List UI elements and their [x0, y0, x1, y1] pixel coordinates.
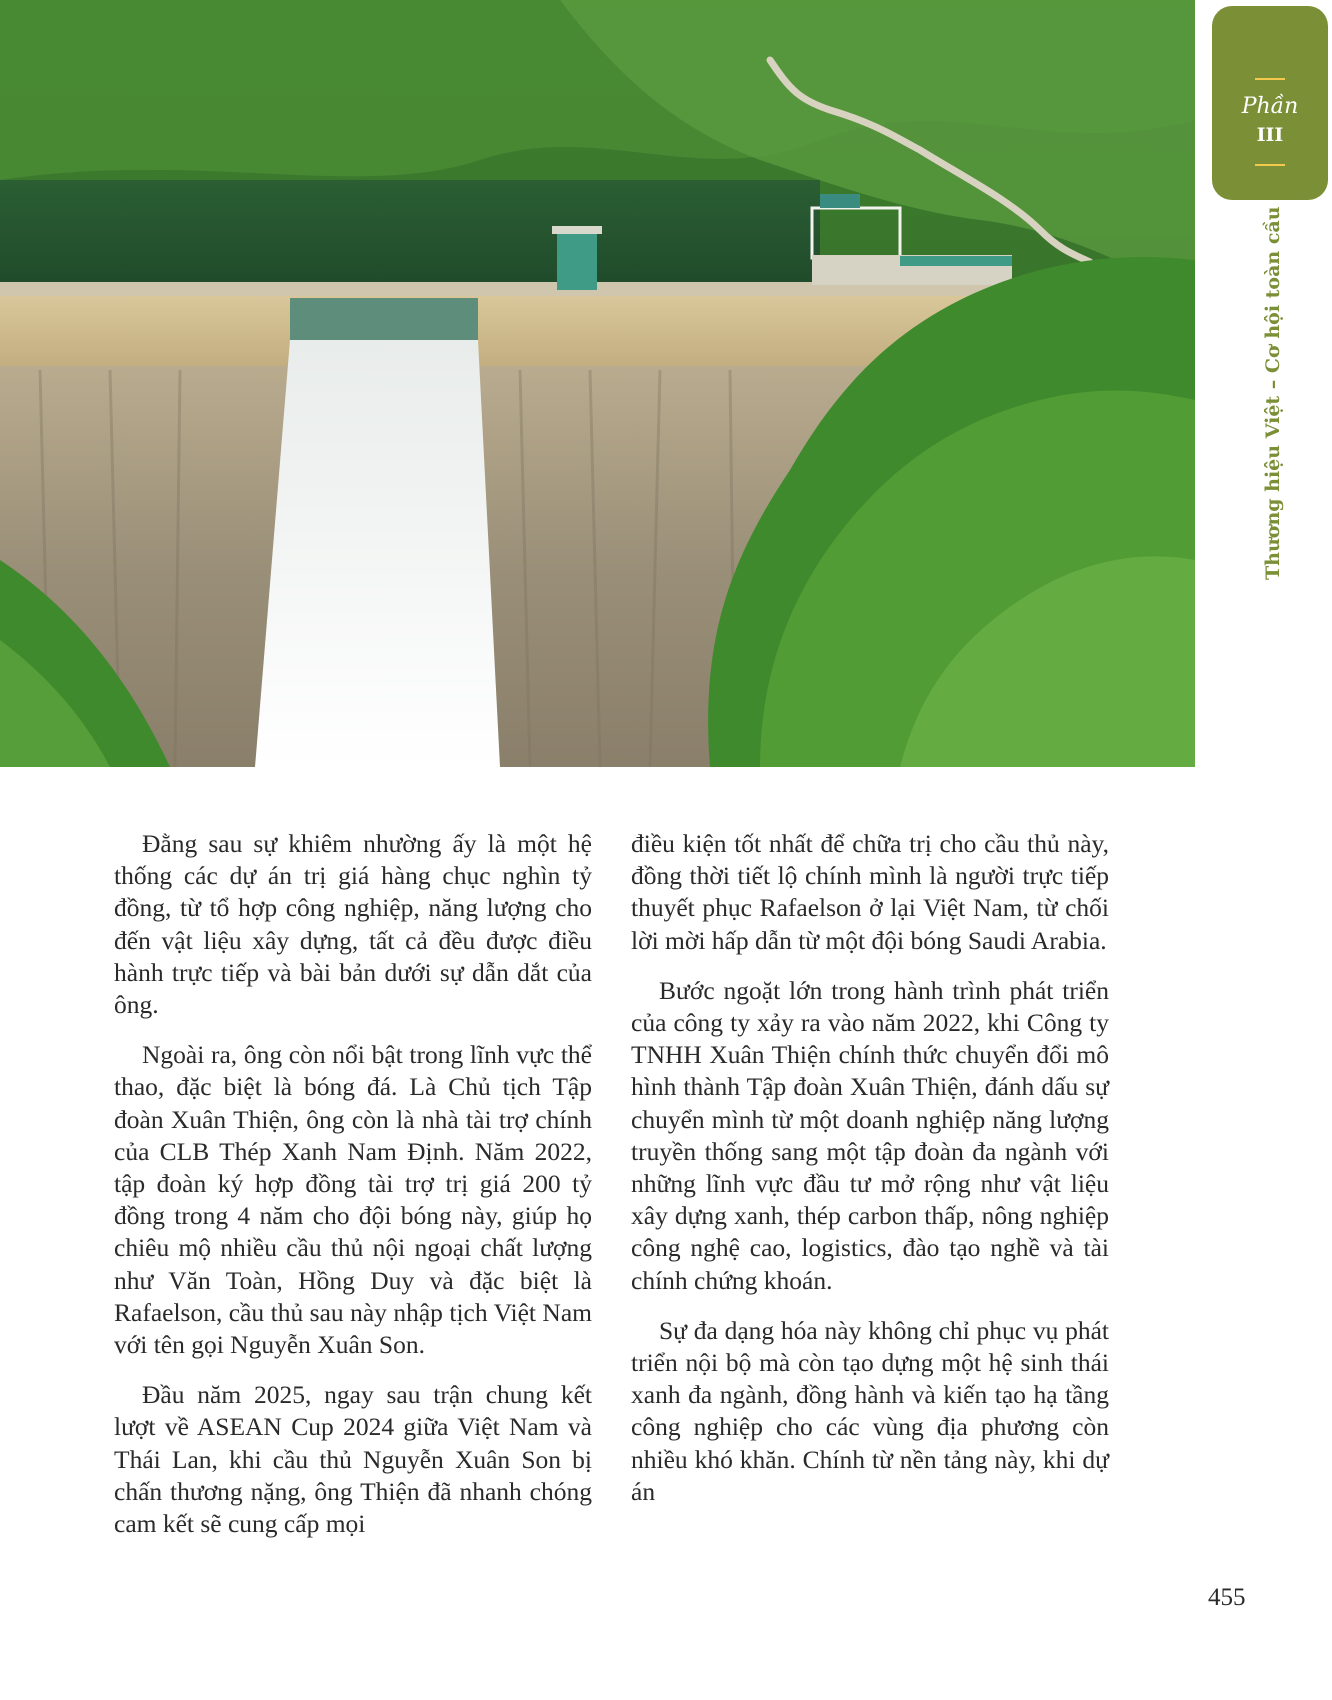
paragraph: Ngoài ra, ông còn nổi bật trong lĩnh vực thể thao, đặc biệt là bóng đá. Là Chủ tịch Tập đoàn Xuân Thiện, ông còn là nhà tài trợ chính của CLB Thép Xanh Nam Định. Năm 2022, tập đoàn ký hợp đồng tài trợ trị giá 200 tỷ đồng trong 4 năm cho đội bóng này, giúp họ chiêu mộ nhiều cầu thủ nội ngoại chất lượng như Văn Toàn, Hồng Duy và đặc biệt là Rafaelson, cầu thủ sau này nhập tịch Việt Nam với tên gọi Nguyễn Xuân Son.: [114, 1040, 592, 1360]
hydropower-dam-photo: [0, 0, 1195, 767]
section-tab: [1212, 6, 1328, 200]
section-number: III: [1256, 124, 1284, 146]
section-label: Phần: [1241, 94, 1299, 119]
tab-divider-bottom: [1255, 164, 1285, 166]
paragraph: Đằng sau sự khiêm nhường ấy là một hệ thống các dự án trị giá hàng chục nghìn tỷ đồng, từ tổ hợp công nghiệp, năng lượng cho đến vật liệu xây dựng, tất cả đều được điều hành trực tiếp và bài bản dưới sự dẫn dắt của ông.: [114, 829, 592, 1020]
dam-photo: [0, 0, 1195, 767]
left-column: [114, 828, 592, 1558]
running-head: Thương hiệu Việt – Cơ hội toàn cầu: [1262, 206, 1284, 580]
paragraph-continued: điều kiện tốt nhất để chữa trị cho cầu thủ này, đồng thời tiết lộ chính mình là người trực tiếp thuyết phục Rafaelson ở lại Việt Nam, từ chối lời mời hấp dẫn từ một đội bóng Saudi Arabia.: [631, 829, 1109, 955]
right-column: [631, 828, 1109, 1526]
paragraph: Sự đa dạng hóa này không chỉ phục vụ phát triển nội bộ mà còn tạo dựng một hệ sinh thái xanh đa ngành, đồng hành và kiến tạo hạ tầng công nghiệp cho các vùng địa phương còn nhiều khó khăn. Chính từ nền tảng này, khi dự án: [631, 1315, 1109, 1506]
page-number: 455: [1208, 1584, 1246, 1611]
paragraph: Đầu năm 2025, ngay sau trận chung kết lượt về ASEAN Cup 2024 giữa Việt Nam và Thái Lan, khi cầu thủ Nguyễn Xuân Son bị chấn thương nặng, ông Thiện đã nhanh chóng cam kết sẽ cung cấp mọi: [114, 1380, 592, 1539]
paragraph: Bước ngoặt lớn trong hành trình phát triển của công ty xảy ra vào năm 2022, khi Công ty TNHH Xuân Thiện chính thức chuyển đổi mô hình thành Tập đoàn Xuân Thiện, đánh dấu sự chuyển mình từ một doanh nghiệp năng lượng truyền thống sang một tập đoàn đa ngành với những lĩnh vực đầu tư mở rộng như vật liệu xây dựng xanh, thép carbon thấp, nông nghiệp công nghệ cao, logistics, đào tạo nghề và tài chính chứng khoán.: [631, 975, 1109, 1295]
tab-divider-top: [1255, 78, 1285, 80]
